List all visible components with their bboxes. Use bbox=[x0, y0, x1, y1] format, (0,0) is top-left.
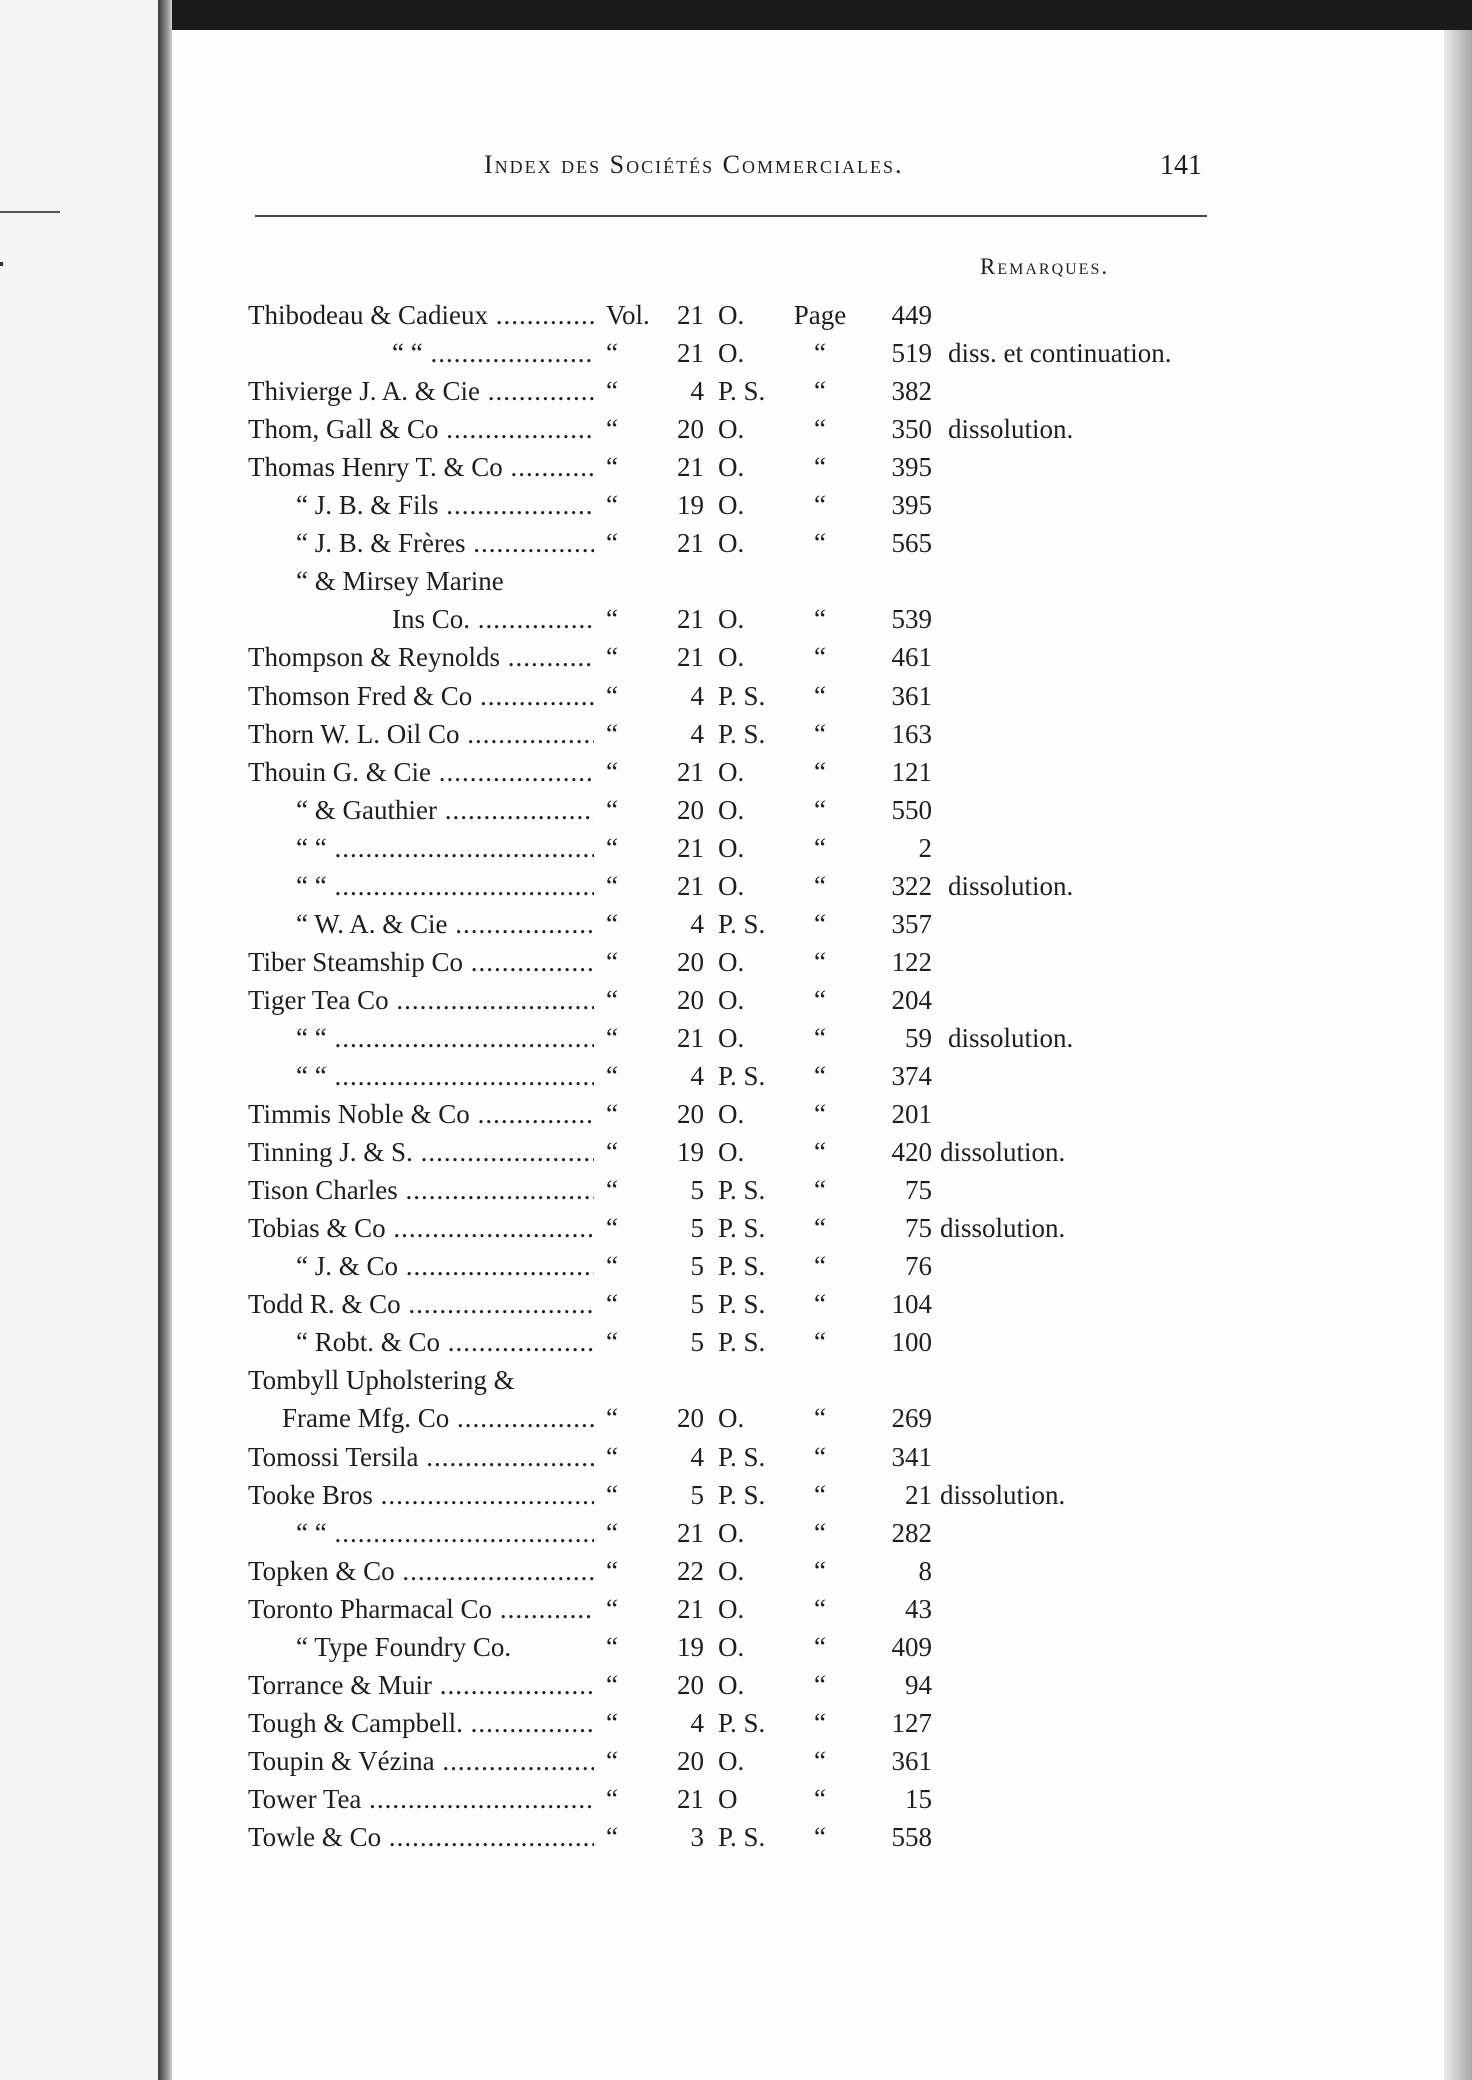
company-name: Thom, Gall & Co ..... bbox=[248, 410, 594, 448]
table-row bbox=[0, 1780, 1472, 1818]
company-name: Tiger Tea Co ..... bbox=[248, 981, 594, 1019]
volume-number: 5 bbox=[690, 1289, 704, 1320]
company-name: “ “ ..... bbox=[296, 1019, 594, 1057]
table-row bbox=[0, 1095, 1472, 1133]
page-label: “ bbox=[814, 984, 826, 1015]
page-label: “ bbox=[814, 604, 826, 635]
volume-label: “ bbox=[606, 1061, 618, 1091]
volume-number: 21 bbox=[677, 528, 704, 559]
series-code: O. bbox=[718, 1099, 745, 1130]
page-reference: 2 bbox=[918, 832, 932, 863]
company-name: “ & Gauthier ..... bbox=[296, 791, 594, 829]
series-code: O. bbox=[718, 1669, 745, 1700]
table-row bbox=[0, 1323, 1472, 1361]
remark: diss. et continuation. bbox=[948, 338, 1172, 369]
page-label: “ bbox=[814, 1745, 826, 1776]
remark: dissolution. bbox=[940, 1479, 1066, 1510]
page-label: “ bbox=[814, 870, 826, 901]
table-row bbox=[0, 524, 1472, 562]
remark: dissolution. bbox=[948, 414, 1074, 445]
company-name: Thibodeau & Cadieux ..... bbox=[248, 296, 594, 334]
page-number: 141 bbox=[1160, 150, 1202, 181]
table-row bbox=[0, 1171, 1472, 1209]
company-name: “ “ ..... bbox=[296, 867, 594, 905]
page-reference: 94 bbox=[905, 1669, 932, 1700]
volume-label: “ bbox=[606, 680, 618, 711]
volume-label: “ bbox=[606, 1213, 618, 1244]
page-reference: 21 bbox=[905, 1479, 932, 1510]
remark: dissolution. bbox=[948, 1022, 1074, 1053]
table-row bbox=[0, 1818, 1472, 1856]
company-name: Tough & Campbell. ..... bbox=[248, 1704, 594, 1742]
series-code: O. bbox=[718, 528, 745, 559]
volume-number: 20 bbox=[677, 1403, 704, 1434]
facing-page-mark bbox=[0, 262, 3, 266]
volume-label: “ bbox=[606, 756, 618, 787]
volume-label: “ bbox=[606, 1137, 618, 1168]
table-row bbox=[0, 1209, 1472, 1247]
volume-number: 21 bbox=[677, 870, 704, 901]
page-label: “ bbox=[814, 1251, 826, 1282]
table-row bbox=[0, 410, 1472, 448]
series-code: O. bbox=[718, 1555, 745, 1586]
table-row bbox=[0, 372, 1472, 410]
table-row bbox=[0, 334, 1472, 372]
company-name: Ins Co. ..... bbox=[392, 600, 594, 638]
page-reference: 75 bbox=[905, 1175, 932, 1206]
series-code: O. bbox=[718, 794, 745, 825]
page-reference: 519 bbox=[891, 338, 932, 369]
series-code: O. bbox=[718, 604, 745, 635]
company-name: “ “ ..... bbox=[296, 1057, 594, 1095]
series-code: P. S. bbox=[718, 1822, 766, 1852]
volume-label: “ bbox=[606, 984, 618, 1015]
company-name: “ J. & Co ..... bbox=[296, 1247, 594, 1285]
page-label: “ bbox=[814, 1783, 826, 1814]
page-reference: 382 bbox=[891, 376, 932, 407]
company-name: Thorn W. L. Oil Co ..... bbox=[248, 715, 594, 753]
volume-label: “ bbox=[606, 1251, 618, 1282]
company-name: Todd R. & Co ..... bbox=[248, 1285, 594, 1323]
page-label: “ bbox=[814, 718, 826, 749]
volume-number: 20 bbox=[677, 946, 704, 977]
volume-label: “ bbox=[606, 1783, 618, 1814]
page-label: “ bbox=[814, 908, 826, 939]
table-row bbox=[0, 1247, 1472, 1285]
page-reference: 350 bbox=[891, 414, 932, 445]
volume-label: “ bbox=[606, 1707, 618, 1738]
company-name: Tooke Bros ..... bbox=[248, 1476, 594, 1514]
page-reference: 565 bbox=[891, 528, 932, 559]
company-name: “ J. B. & Frères ..... bbox=[296, 524, 594, 562]
header-rule bbox=[255, 215, 1207, 217]
company-name: Tinning J. & S. ..... bbox=[248, 1133, 594, 1171]
company-name: Thompson & Reynolds ..... bbox=[248, 638, 594, 676]
company-name: Thomas Henry T. & Co ..... bbox=[248, 448, 594, 486]
table-row bbox=[0, 562, 1472, 600]
page-reference: 395 bbox=[891, 452, 932, 483]
volume-label: “ bbox=[606, 604, 618, 635]
series-code: P. S. bbox=[718, 1289, 766, 1320]
series-code: P. S. bbox=[718, 718, 766, 749]
volume-label: “ bbox=[606, 946, 618, 977]
volume-number: 5 bbox=[690, 1327, 704, 1358]
table-row bbox=[0, 981, 1472, 1019]
page-reference: 121 bbox=[891, 756, 932, 787]
page-label: “ bbox=[814, 528, 826, 559]
company-name: “ “ ..... bbox=[296, 829, 594, 867]
volume-number: 21 bbox=[677, 338, 704, 369]
series-code: O. bbox=[718, 832, 745, 863]
volume-number: 21 bbox=[677, 642, 704, 673]
page-label: “ bbox=[814, 1137, 826, 1168]
volume-label: “ bbox=[606, 1745, 618, 1776]
volume-label: “ bbox=[606, 452, 618, 483]
page-label: “ bbox=[814, 1403, 826, 1434]
page-label: “ bbox=[814, 1593, 826, 1624]
table-row bbox=[0, 867, 1472, 905]
volume-number: 4 bbox=[690, 680, 704, 711]
volume-label: “ bbox=[606, 528, 618, 559]
volume-number: 4 bbox=[690, 376, 704, 407]
series-code: P. S. bbox=[718, 908, 766, 939]
company-name: “ Type Foundry Co. bbox=[296, 1631, 512, 1662]
volume-label: “ bbox=[606, 1669, 618, 1700]
page-label: “ bbox=[814, 946, 826, 977]
company-name: Thivierge J. A. & Cie ..... bbox=[248, 372, 594, 410]
page-reference: 449 bbox=[891, 300, 932, 330]
volume-number: 20 bbox=[677, 1669, 704, 1700]
company-name: “ & Mirsey Marine bbox=[296, 566, 504, 597]
volume-number: 21 bbox=[677, 756, 704, 787]
page-reference: 282 bbox=[891, 1517, 932, 1548]
series-code: P. S. bbox=[718, 1707, 766, 1738]
company-name: “ J. B. & Fils ..... bbox=[296, 486, 594, 524]
page-label: “ bbox=[814, 452, 826, 483]
company-name: “ Robt. & Co ..... bbox=[296, 1323, 594, 1361]
table-row bbox=[0, 715, 1472, 753]
page-label: “ bbox=[814, 1061, 826, 1091]
company-name: Toupin & Vézina ..... bbox=[248, 1742, 594, 1780]
volume-number: 5 bbox=[690, 1175, 704, 1206]
table-row bbox=[0, 829, 1472, 867]
page-reference: 461 bbox=[891, 642, 932, 673]
table-row bbox=[0, 791, 1472, 829]
page-label: “ bbox=[814, 1479, 826, 1510]
page-label: “ bbox=[814, 1822, 826, 1852]
table-row bbox=[0, 600, 1472, 638]
series-code: P. S. bbox=[718, 1175, 766, 1206]
volume-label: “ bbox=[606, 1403, 618, 1434]
series-code: O. bbox=[718, 870, 745, 901]
volume-label: “ bbox=[606, 1175, 618, 1206]
page-label: “ bbox=[814, 376, 826, 407]
volume-number: 21 bbox=[677, 832, 704, 863]
page-label: “ bbox=[814, 1289, 826, 1320]
page-reference: 8 bbox=[918, 1555, 932, 1586]
table-row bbox=[0, 1552, 1472, 1590]
volume-label: “ bbox=[606, 1822, 618, 1852]
table-row bbox=[0, 1742, 1472, 1780]
volume-number: 5 bbox=[690, 1251, 704, 1282]
company-name: Thomson Fred & Co ..... bbox=[248, 677, 594, 715]
series-code: O. bbox=[718, 1593, 745, 1624]
volume-label: “ bbox=[606, 718, 618, 749]
volume-number: 22 bbox=[677, 1555, 704, 1586]
company-name: Tobias & Co ..... bbox=[248, 1209, 594, 1247]
volume-number: 19 bbox=[677, 1631, 704, 1662]
page-reference: 395 bbox=[891, 490, 932, 521]
series-code: P. S. bbox=[718, 1327, 766, 1358]
volume-label: “ bbox=[606, 1555, 618, 1586]
remarques-column-heading: Remarques. bbox=[980, 254, 1110, 279]
page-label: “ bbox=[814, 1327, 826, 1358]
volume-number: 4 bbox=[690, 1707, 704, 1738]
company-name: Toronto Pharmacal Co ..... bbox=[248, 1590, 594, 1628]
table-row bbox=[0, 1399, 1472, 1437]
page-reference: 75 bbox=[905, 1213, 932, 1244]
company-name: Tiber Steamship Co ..... bbox=[248, 943, 594, 981]
page-reference: 558 bbox=[891, 1822, 932, 1852]
running-header: Index des Sociétés Commerciales. bbox=[484, 150, 904, 179]
company-name: Thouin G. & Cie ..... bbox=[248, 753, 594, 791]
page-reference: 59 bbox=[905, 1022, 932, 1053]
table-row bbox=[0, 448, 1472, 486]
series-code: O. bbox=[718, 338, 745, 369]
series-code: O. bbox=[718, 1517, 745, 1548]
series-code: O. bbox=[718, 1403, 745, 1434]
page-label: “ bbox=[814, 1022, 826, 1053]
volume-label: “ bbox=[606, 490, 618, 521]
page-reference: 163 bbox=[891, 718, 932, 749]
series-code: O. bbox=[718, 414, 745, 445]
page-reference: 104 bbox=[891, 1289, 932, 1320]
table-row bbox=[0, 1666, 1472, 1704]
volume-number: 5 bbox=[690, 1479, 704, 1510]
volume-label: “ bbox=[606, 870, 618, 901]
series-code: P. S. bbox=[718, 1061, 766, 1091]
company-name: Tombyll Upholstering & bbox=[248, 1365, 515, 1396]
volume-number: 4 bbox=[690, 718, 704, 749]
page-label: “ bbox=[814, 832, 826, 863]
table-row bbox=[0, 1057, 1472, 1095]
company-name: Tomossi Tersila ..... bbox=[248, 1438, 594, 1476]
page-reference: 127 bbox=[891, 1707, 932, 1738]
series-code: O. bbox=[718, 490, 745, 521]
remark: dissolution. bbox=[948, 870, 1074, 901]
page-reference: 341 bbox=[891, 1441, 932, 1472]
table-row bbox=[0, 1361, 1472, 1399]
page-reference: 100 bbox=[891, 1327, 932, 1358]
series-code: O. bbox=[718, 300, 745, 330]
page-label: “ bbox=[814, 338, 826, 369]
page-label: “ bbox=[814, 414, 826, 445]
volume-number: 5 bbox=[690, 1213, 704, 1244]
table-row bbox=[0, 1133, 1472, 1171]
page-label: “ bbox=[814, 490, 826, 521]
volume-label: “ bbox=[606, 832, 618, 863]
series-code: P. S. bbox=[718, 1251, 766, 1282]
series-code: P. S. bbox=[718, 1479, 766, 1510]
volume-number: 21 bbox=[677, 1022, 704, 1053]
volume-label: “ bbox=[606, 1593, 618, 1624]
volume-number: 19 bbox=[677, 490, 704, 521]
volume-label: “ bbox=[606, 908, 618, 939]
page-label: Page bbox=[793, 300, 847, 330]
page-reference: 201 bbox=[891, 1099, 932, 1130]
company-name: Tower Tea ..... bbox=[248, 1780, 594, 1818]
table-row bbox=[0, 1628, 1472, 1666]
company-name: Frame Mfg. Co ..... bbox=[282, 1399, 594, 1437]
page-label: “ bbox=[814, 1517, 826, 1548]
volume-label: “ bbox=[606, 376, 618, 407]
volume-number: 4 bbox=[690, 908, 704, 939]
table-row bbox=[0, 677, 1472, 715]
page-reference: 322 bbox=[891, 870, 932, 901]
page-reference: 361 bbox=[891, 1745, 932, 1776]
page-label: “ bbox=[814, 1099, 826, 1130]
table-row bbox=[0, 1476, 1472, 1514]
page-reference: 76 bbox=[905, 1251, 932, 1282]
page-label: “ bbox=[814, 1707, 826, 1738]
volume-number: 21 bbox=[677, 300, 704, 330]
page-reference: 550 bbox=[891, 794, 932, 825]
volume-number: 20 bbox=[677, 414, 704, 445]
page-reference: 15 bbox=[905, 1783, 932, 1814]
table-row bbox=[0, 1514, 1472, 1552]
volume-label: “ bbox=[606, 1517, 618, 1548]
volume-number: 21 bbox=[677, 1517, 704, 1548]
table-row bbox=[0, 1438, 1472, 1476]
series-code: O. bbox=[718, 1631, 745, 1662]
series-code: O. bbox=[718, 642, 745, 673]
series-code: O. bbox=[718, 452, 745, 483]
page-label: “ bbox=[814, 1669, 826, 1700]
volume-label: Vol. bbox=[606, 300, 650, 330]
volume-label: “ bbox=[606, 1022, 618, 1053]
volume-label: “ bbox=[606, 1099, 618, 1130]
series-code: P. S. bbox=[718, 376, 766, 407]
table-row bbox=[0, 296, 1472, 334]
series-code: O. bbox=[718, 946, 745, 977]
company-name: Tison Charles ..... bbox=[248, 1171, 594, 1209]
company-name: “ W. A. & Cie ..... bbox=[296, 905, 594, 943]
volume-number: 20 bbox=[677, 1745, 704, 1776]
series-code: O bbox=[718, 1783, 738, 1814]
page-reference: 122 bbox=[891, 946, 932, 977]
page-reference: 539 bbox=[891, 604, 932, 635]
table-row bbox=[0, 638, 1472, 676]
series-code: P. S. bbox=[718, 1213, 766, 1244]
table-row bbox=[0, 1704, 1472, 1742]
page-label: “ bbox=[814, 1213, 826, 1244]
page-label: “ bbox=[814, 1441, 826, 1472]
company-name: Topken & Co ..... bbox=[248, 1552, 594, 1590]
table-row bbox=[0, 753, 1472, 791]
volume-number: 20 bbox=[677, 794, 704, 825]
page-reference: 374 bbox=[891, 1061, 932, 1091]
page-reference: 43 bbox=[905, 1593, 932, 1624]
remark: dissolution. bbox=[940, 1137, 1066, 1168]
company-name: Torrance & Muir ..... bbox=[248, 1666, 594, 1704]
page-label: “ bbox=[814, 1175, 826, 1206]
volume-label: “ bbox=[606, 794, 618, 825]
series-code: O. bbox=[718, 984, 745, 1015]
page-reference: 361 bbox=[891, 680, 932, 711]
company-name: Towle & Co ..... bbox=[248, 1818, 594, 1856]
volume-label: “ bbox=[606, 1441, 618, 1472]
remark: dissolution. bbox=[940, 1213, 1066, 1244]
facing-page-rule bbox=[0, 211, 60, 213]
company-name: Timmis Noble & Co ..... bbox=[248, 1095, 594, 1133]
page-label: “ bbox=[814, 1555, 826, 1586]
page-reference: 204 bbox=[891, 984, 932, 1015]
series-code: P. S. bbox=[718, 680, 766, 711]
volume-label: “ bbox=[606, 1631, 618, 1662]
volume-number: 21 bbox=[677, 452, 704, 483]
table-row bbox=[0, 486, 1472, 524]
table-row bbox=[0, 1285, 1472, 1323]
volume-number: 21 bbox=[677, 1593, 704, 1624]
page-reference: 269 bbox=[891, 1403, 932, 1434]
series-code: O. bbox=[718, 1022, 745, 1053]
volume-number: 21 bbox=[677, 604, 704, 635]
page-label: “ bbox=[814, 794, 826, 825]
page-label: “ bbox=[814, 756, 826, 787]
series-code: O. bbox=[718, 1137, 745, 1168]
series-code: O. bbox=[718, 756, 745, 787]
page-reference: 409 bbox=[891, 1631, 932, 1662]
volume-label: “ bbox=[606, 1289, 618, 1320]
company-name: “ “ ..... bbox=[392, 334, 594, 372]
volume-label: “ bbox=[606, 414, 618, 445]
volume-label: “ bbox=[606, 1327, 618, 1358]
page-reference: 420 bbox=[891, 1137, 932, 1168]
volume-label: “ bbox=[606, 642, 618, 673]
company-name: “ “ ..... bbox=[296, 1514, 594, 1552]
volume-number: 3 bbox=[690, 1822, 704, 1852]
table-row bbox=[0, 943, 1472, 981]
volume-label: “ bbox=[606, 338, 618, 369]
volume-number: 19 bbox=[677, 1137, 704, 1168]
volume-number: 21 bbox=[677, 1783, 704, 1814]
page-label: “ bbox=[814, 1631, 826, 1662]
volume-number: 4 bbox=[690, 1441, 704, 1472]
page-label: “ bbox=[814, 680, 826, 711]
page-reference: 357 bbox=[891, 908, 932, 939]
volume-number: 20 bbox=[677, 1099, 704, 1130]
series-code: O. bbox=[718, 1745, 745, 1776]
volume-label: “ bbox=[606, 1479, 618, 1510]
volume-number: 20 bbox=[677, 984, 704, 1015]
page-label: “ bbox=[814, 642, 826, 673]
volume-number: 4 bbox=[690, 1061, 704, 1091]
table-row bbox=[0, 905, 1472, 943]
series-code: P. S. bbox=[718, 1441, 766, 1472]
table-row bbox=[0, 1590, 1472, 1628]
table-row bbox=[0, 1019, 1472, 1057]
